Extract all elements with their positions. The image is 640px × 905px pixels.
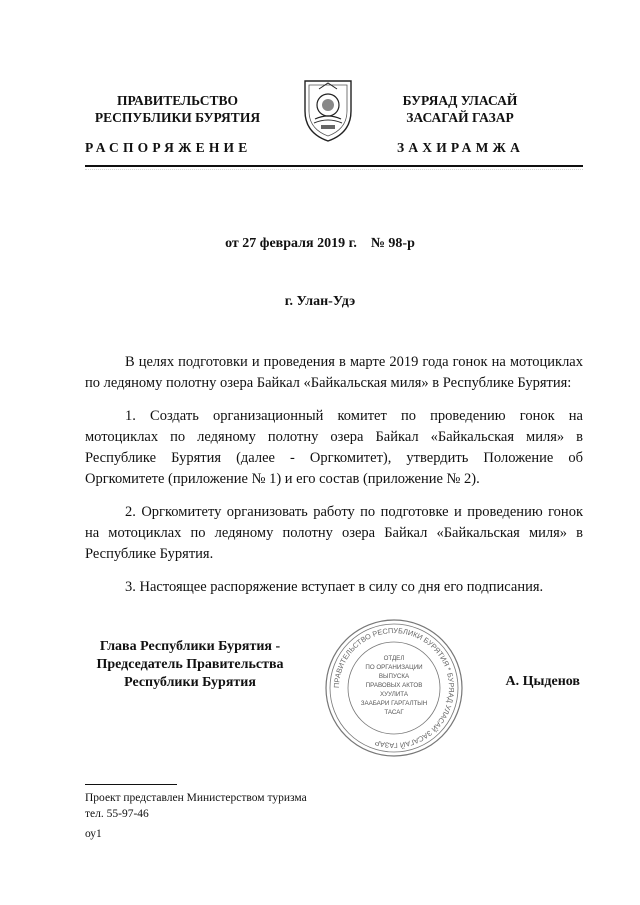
header-right-doc-type: ЗАХИРАМЖА (397, 140, 525, 155)
seal-ring-text: ПРАВИТЕЛЬСТВО РЕСПУБЛИКИ БУРЯТИЯ * БУРЯАД УЛАСАЙ ЗАСАГАЙ ГАЗАР (331, 625, 457, 751)
header-dotted-line (85, 169, 583, 176)
header-rule (85, 165, 583, 167)
seal-line6: ЗААБАРИ ГАРГАЛТЫН (360, 700, 428, 707)
header-left-line1: ПРАВИТЕЛЬСТВО (116, 93, 238, 108)
document-body (85, 352, 583, 598)
preamble: В целях подготовки и проведения в марте 2019 года гонок на мотоциклах по ледяному полотну озера Байкал «Байкальская миля» в Республике Бурятия: (85, 354, 583, 391)
date-number: от 27 февраля 2019 г. № 98-р (225, 236, 415, 251)
footer-rule (85, 784, 177, 785)
header-right-line2: ЗАСАГАЙ ГАЗАР (406, 110, 514, 125)
header-left-line2: РЕСПУБЛИКИ БУРЯТИЯ (94, 110, 261, 125)
signatory-title-line3: Республики Бурятия (124, 675, 256, 690)
seal-line2: ПО ОРГАНИЗАЦИИ (365, 664, 423, 671)
signatory-title-line1: Глава Республики Бурятия - (99, 639, 281, 654)
footer-project-note: Проект представлен Министерством туризма (85, 792, 307, 804)
header-right-org (385, 92, 535, 126)
seal-line5: ХУУЛИТА (380, 691, 408, 698)
coat-of-arms-emblem (299, 75, 357, 143)
seal-line3: ВЫПУСКА (378, 673, 410, 680)
signatory-name: А. Цыденов (505, 674, 580, 689)
footer-code: оу1 (85, 828, 102, 840)
seal-line1: ОТДЕЛ (383, 655, 405, 662)
seal-line7: ТАСАГ (384, 709, 404, 716)
header-left-doc-type: РАСПОРЯЖЕНИЕ (85, 140, 252, 155)
seal-line4: ПРАВОВЫХ АКТОВ (365, 682, 423, 689)
seal-icon (323, 617, 465, 759)
item-2: 2. Оргкомитету организовать работу по подготовке и проведению гонок на мотоциклах по ледяному полотну озера Байкал «Байкальская миля» в Республике Бурятия. (85, 504, 583, 562)
signatory-title (85, 638, 295, 692)
header-right-line1: БУРЯАД УЛАСАЙ (402, 93, 518, 108)
header-left-org (90, 92, 265, 126)
signatory-title-line2: Председатель Правительства (96, 657, 284, 672)
footer-phone: тел. 55-97-46 (85, 808, 149, 820)
emblem-icon (299, 75, 357, 143)
city: г. Улан-Удэ (284, 294, 356, 309)
item-3: 3. Настоящее распоряжение вступает в силу со дня его подписания. (125, 579, 544, 595)
item-1: 1. Создать организационный комитет по проведению гонок на мотоциклах по ледяному полотну озера Байкал «Байкальская миля» в Республике Бурятия (далее - Оргкомитет), утвердить Положение об Оргкомитете (приложение № 1) и его состав (приложение № 2). (85, 408, 583, 487)
official-seal (323, 617, 465, 759)
